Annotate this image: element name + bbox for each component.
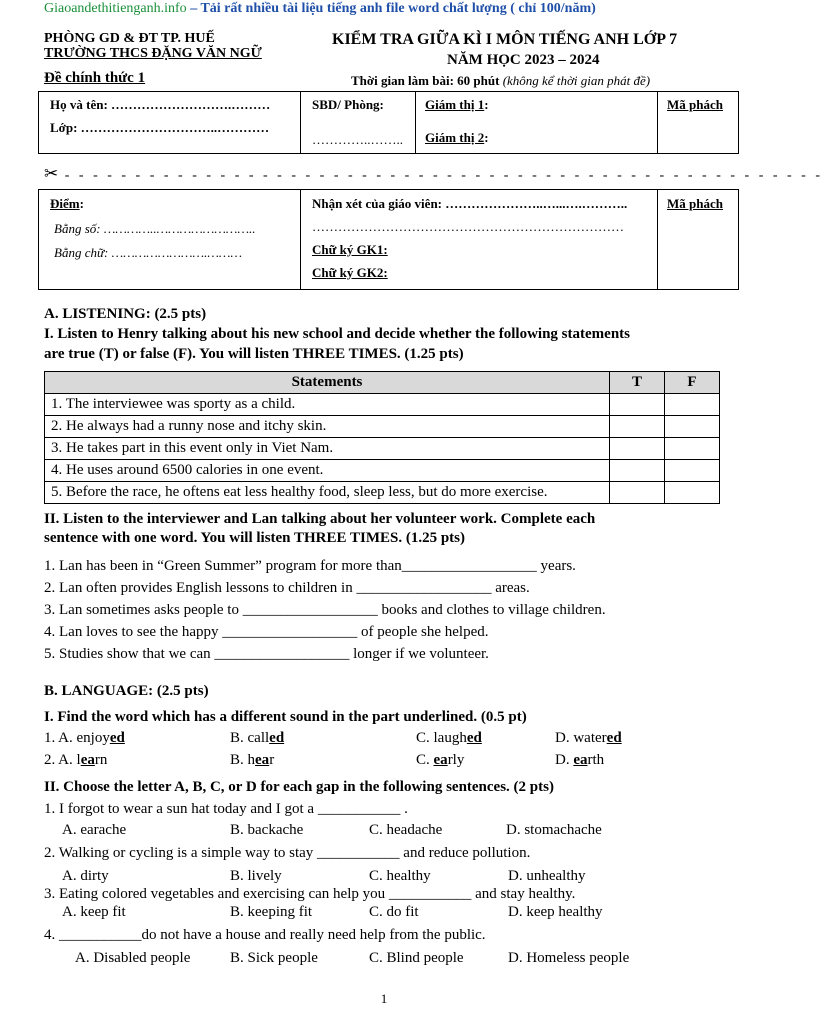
completion-sentence-3[interactable]: 3. Lan sometimes asks people to __________________ books and clothes to village children. (44, 602, 606, 618)
mc-q1-option-c[interactable]: C. headache (369, 822, 443, 838)
mc-q2-option-b[interactable]: B. lively (230, 868, 282, 884)
table-row (45, 416, 720, 438)
mc-q4-option-a[interactable]: A. Disabled people (75, 950, 191, 966)
dept-name: PHÒNG GD & ĐT TP. HUẾ (44, 31, 215, 46)
ma-phach-bottom: Mã phách (667, 196, 723, 211)
exam-time-note: (không kể thời gian phát đề) (499, 73, 651, 88)
underlined-part: ed (269, 730, 285, 746)
proctor-1-colon: : (484, 97, 489, 112)
option-text-end: r (269, 752, 275, 768)
pron-q2-option-c[interactable] (416, 752, 464, 769)
banner-slogan: Tải rất nhiều tài liệu tiếng anh file word chất lượng ( chỉ 100/năm) (200, 1, 596, 16)
student-name-field[interactable]: Họ và tên: ……………………….……… (50, 97, 271, 112)
dash-line: - - - - - - - - - - - - - - - - - - - - - - - - - - - - - - - - - - - - - - - - - - - - - - - - - - - - - - (64, 168, 823, 183)
mc-question-2: 2. Walking or cycling is a simple way to stay ___________ and reduce pollution. (44, 845, 531, 861)
mc-q3-option-c[interactable]: C. do fit (369, 904, 419, 920)
false-cell[interactable] (665, 394, 720, 416)
exam-time-bold: Thời gian làm bài: 60 phút (351, 73, 500, 88)
exam-time (351, 73, 650, 89)
statements-table (44, 371, 720, 504)
ma-phach-top: Mã phách (667, 97, 723, 112)
option-text: B. call (230, 730, 270, 746)
statement-text: 1. The interviewee was sporty as a child. (45, 394, 610, 416)
mc-q1-option-d[interactable]: D. stomachache (506, 822, 602, 838)
option-text: 1. A. enjoy (44, 730, 110, 746)
underlined-part: ea (433, 752, 448, 768)
completion-sentence-5[interactable]: 5. Studies show that we can __________________ longer if we volunteer. (44, 646, 489, 662)
false-cell[interactable] (665, 416, 720, 438)
language-heading: B. LANGUAGE: (2.5 pts) (44, 683, 209, 699)
underlined-part: ea (573, 752, 588, 768)
true-cell[interactable] (610, 482, 665, 504)
false-header: F (665, 372, 720, 394)
proctor-2-label: Giám thị 2 (425, 130, 485, 145)
teacher-comment-field[interactable]: ……………………………………………………………… (312, 219, 624, 234)
false-cell[interactable] (665, 438, 720, 460)
pron-q1-option-b[interactable] (230, 730, 284, 747)
grader-2-signature: Chữ ký GK2: (312, 265, 388, 280)
mc-q3-option-b[interactable]: B. keeping fit (230, 904, 313, 920)
table-row (45, 482, 720, 504)
listening-part1-instruction-2: are true (T) or false (F). You will listen THREE TIMES. (1.25 pts) (44, 346, 464, 362)
true-cell[interactable] (610, 394, 665, 416)
info-divider-3 (657, 91, 658, 154)
pron-q2-option-d[interactable] (555, 752, 604, 769)
mc-question-1: 1. I forgot to wear a sun hat today and I got a ___________ . (44, 801, 408, 817)
mc-q3-option-d[interactable]: D. keep healthy (508, 904, 603, 920)
proctor-2 (425, 130, 489, 146)
option-text-end: rly (447, 752, 465, 768)
mc-q1-option-a[interactable]: A. earache (62, 822, 127, 838)
pron-q1-option-a[interactable] (44, 730, 125, 747)
underlined-part: ed (109, 730, 125, 746)
sbd-field[interactable]: …………..…….. (312, 132, 403, 147)
student-class-field[interactable]: Lớp: …………………………..………… (50, 120, 270, 135)
score-label-text: Điểm (50, 196, 80, 211)
true-cell[interactable] (610, 416, 665, 438)
sbd-label: SBD/ Phòng: (312, 97, 384, 112)
cut-line (44, 164, 823, 184)
underlined-part: ea (80, 752, 95, 768)
true-header: T (610, 372, 665, 394)
language-part2-instruction: II. Choose the letter A, B, C, or D for each gap in the following sentences. (2 pts) (44, 779, 554, 795)
mc-question-3: 3. Eating colored vegetables and exercising can help you ___________ and stay healthy. (44, 886, 576, 902)
official-label: Đề chính thức 1 (44, 70, 146, 86)
language-part1-instruction: I. Find the word which has a different sound in the part underlined. (0.5 pt) (44, 709, 527, 725)
completion-sentence-4[interactable]: 4. Lan loves to see the happy __________________ of people she helped. (44, 624, 489, 640)
pron-q2-option-a[interactable] (44, 752, 107, 769)
banner-dash: – (186, 1, 201, 16)
false-cell[interactable] (665, 482, 720, 504)
option-text: B. h (230, 752, 256, 768)
statement-text: 3. He takes part in this event only in Viet Nam. (45, 438, 610, 460)
mc-q2-option-c[interactable]: C. healthy (369, 868, 431, 884)
pron-q2-option-b[interactable] (230, 752, 274, 769)
underlined-part: ea (255, 752, 270, 768)
mc-q2-option-a[interactable]: A. dirty (62, 868, 109, 884)
option-text: D. water (555, 730, 607, 746)
school-name: TRƯỜNG THCS ĐẶNG VĂN NGỮ (44, 46, 262, 61)
mc-q4-option-d[interactable]: D. Homeless people (508, 950, 630, 966)
mc-q1-option-b[interactable]: B. backache (230, 822, 304, 838)
score-words-field[interactable]: Bằng chữ: …………………….……… (54, 245, 243, 260)
mc-q4-option-c[interactable]: C. Blind people (369, 950, 464, 966)
table-row (45, 438, 720, 460)
listening-part1-instruction-1: I. Listen to Henry talking about his new school and decide whether the following statements (44, 326, 630, 342)
pron-q1-option-d[interactable] (555, 730, 622, 747)
table-row (45, 394, 720, 416)
site-link[interactable]: Giaoandethitienganh.info (44, 1, 187, 16)
underlined-part: ed (466, 730, 482, 746)
info-divider-1 (300, 91, 301, 154)
score-label (50, 196, 84, 212)
true-cell[interactable] (610, 438, 665, 460)
listening-part2-instruction-2: sentence with one word. You will listen THREE TIMES. (1.25 pts) (44, 530, 466, 546)
option-text: C. laugh (416, 730, 467, 746)
proctor-2-colon: : (484, 130, 489, 145)
statement-text: 4. He uses around 6500 calories in one event. (45, 460, 610, 482)
option-text-end: rth (587, 752, 605, 768)
school-year: NĂM HỌC 2023 – 2024 (447, 52, 600, 68)
option-text-end: rn (94, 752, 108, 768)
statements-header: Statements (45, 372, 610, 394)
table-header-row (45, 372, 720, 394)
option-text: C. (416, 752, 434, 768)
score-number-field[interactable]: Bằng số: …………..…………………….. (54, 221, 256, 236)
mc-q2-option-d[interactable]: D. unhealthy (508, 868, 586, 884)
option-text: 2. A. l (44, 752, 81, 768)
mc-q3-option-a[interactable]: A. keep fit (62, 904, 126, 920)
info-divider-2 (415, 91, 416, 154)
completion-sentence-2[interactable]: 2. Lan often provides English lessons to children in __________________ areas. (44, 580, 530, 596)
score-divider-2 (657, 189, 658, 290)
page-number: 1 (380, 991, 388, 1006)
teacher-comment-label: Nhận xét của giáo viên: …………………..…...….……….. (312, 196, 628, 211)
listening-heading: A. LISTENING: (2.5 pts) (44, 306, 207, 322)
underlined-part: ed (606, 730, 622, 746)
table-row (45, 460, 720, 482)
exam-title: KIỂM TRA GIỮA KÌ I MÔN TIẾNG ANH LỚP 7 (332, 31, 678, 48)
pron-q1-option-c[interactable] (416, 730, 482, 747)
option-text: D. (555, 752, 574, 768)
grader-1-signature: Chữ ký GK1: (312, 242, 388, 257)
score-label-colon: : (79, 196, 84, 211)
true-cell[interactable] (610, 460, 665, 482)
listening-part2-instruction-1: II. Listen to the interviewer and Lan talking about her volunteer work. Complete each (44, 511, 596, 527)
mc-question-4: 4. ___________do not have a house and really need help from the public. (44, 927, 486, 943)
statement-text: 5. Before the race, he oftens eat less healthy food, sleep less, but do more exercise. (45, 482, 610, 504)
false-cell[interactable] (665, 460, 720, 482)
proctor-1 (425, 97, 489, 113)
top-banner (44, 1, 596, 17)
mc-q4-option-b[interactable]: B. Sick people (230, 950, 318, 966)
completion-sentence-1[interactable]: 1. Lan has been in “Green Summer” program for more than__________________ years. (44, 558, 576, 574)
score-divider-1 (300, 189, 301, 290)
statement-text: 2. He always had a runny nose and itchy skin. (45, 416, 610, 438)
scissors-icon: ✂ (44, 164, 59, 183)
proctor-1-label: Giám thị 1 (425, 97, 485, 112)
